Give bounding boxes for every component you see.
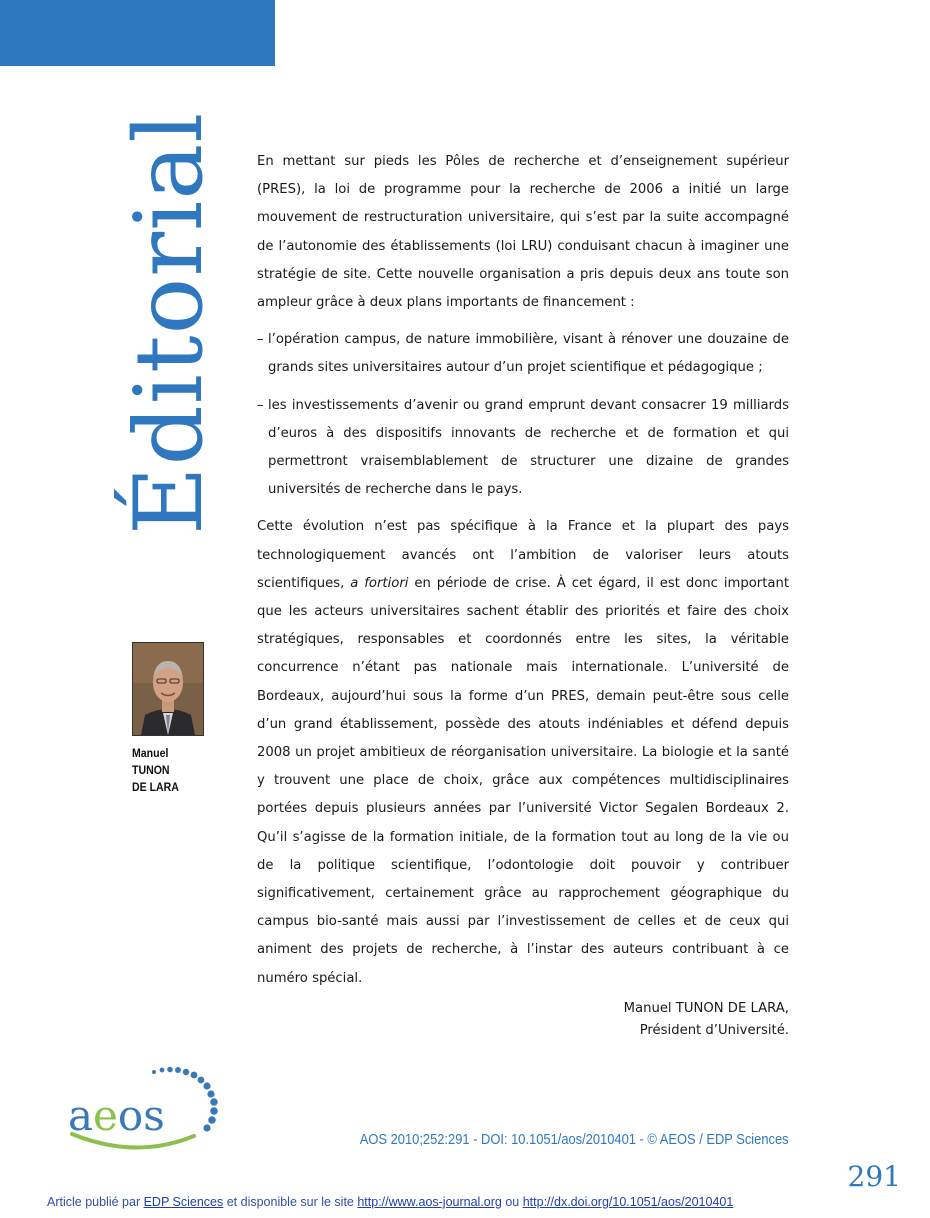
editorial-side-title: Éditorial	[115, 111, 224, 535]
header-color-bar	[0, 0, 275, 66]
citation-line: AOS 2010;252:291 - DOI: 10.1051/aos/2010401 - © AEOS / EDP Sciences	[360, 1131, 789, 1148]
author-photo	[132, 642, 204, 736]
logo-wordmark: aeos	[68, 1091, 165, 1140]
author-caption-first-name: Manuel	[132, 746, 169, 760]
paragraph-main-start: Cette évolution n’est pas spécifique à la France et la plupart des pays technologiquement avancés ont l’ambition de valoriser leurs atouts scientifiques,	[257, 519, 789, 591]
signature	[624, 998, 789, 1042]
footer-middle: et disponible sur le site	[223, 1195, 358, 1209]
funding-plans-list	[257, 326, 789, 504]
aeos-logo-graphic	[66, 1064, 226, 1154]
footer-notice	[47, 1195, 733, 1209]
footer-prefix: Article publié par	[47, 1195, 144, 1209]
footer-or: ou	[501, 1195, 523, 1209]
page-number: 291	[847, 1160, 901, 1193]
journal-site-link[interactable]: http://www.aos-journal.org	[357, 1195, 502, 1209]
list-item-campus	[257, 326, 789, 382]
signature-role: Président d’Université.	[639, 1023, 789, 1038]
author-caption	[132, 745, 211, 796]
paragraph-intro: En mettant sur pieds les Pôles de recherche et d’enseignement supérieur (PRES), la loi de programme pour la recherche de 2006 a initié un large mouvement de restructuration universitaire, qui s’est par la suite accompagné de l’autonomie des établissements (loi LRU) conduisant chacun à imaginer une stratégie de site. Cette nouvelle organisation a pris depuis deux ans toute son ampleur grâce à deux plans importants de financement :	[257, 154, 789, 311]
list-dash: –	[257, 397, 264, 413]
publisher-link[interactable]: EDP Sciences	[143, 1195, 224, 1209]
list-item-investments	[257, 392, 789, 505]
list-item-text: les investissements d’avenir ou grand emprunt devant consacrer 19 milliards d’euros à des dispositifs innovants de recherche et de formation et qui permettront vraisemblablement de structurer une dizaine de grandes universités de recherche dans le pays.	[268, 397, 789, 498]
list-dash: –	[257, 332, 264, 348]
aeos-logo	[66, 1064, 226, 1154]
paragraph-main-end: en période de crise. À cet égard, il est donc important que les acteurs universitaires sachent établir des priorités et faire des choix stratégiques, responsables et coordonnés entre les sites, la véritable concurrence n’étant pas nationale mais internationale. L’université de Bordeaux, aujourd’hui sous la forme d’un PRES, demain peut-être sous celle d’un grand établissement, possède des atouts indéniables et défend depuis 2008 un projet ambitieux de réorganisation universitaire. La biologie et la santé y trouvent une place de choix, grâce aux compétences multidisciplinaires portées depuis plusieurs années par l’université Victor Segalen Bordeaux 2. Qu’il s’agisse de la formation initiale, de la formation tout au long de la vie ou de la politique scientifique, l’odontologie doit pouvoir y contribuer significativement, certainement grâce au rapprochement géographique du campus bio-santé mais aussi par l’investissement de celles et de ceux qui animent des projets de recherche, à l’instar des auteurs contribuant à ce numéro spécial.	[257, 575, 789, 986]
signature-name: Manuel TUNON DE LARA,	[623, 1001, 789, 1016]
author-caption-last-name-1: TUNON	[132, 763, 170, 777]
author-caption-last-name-2: DE LARA	[132, 780, 179, 794]
italic-phrase: a fortiori	[350, 575, 409, 591]
editorial-body	[257, 148, 789, 993]
doi-link[interactable]: http://dx.doi.org/10.1051/aos/2010401	[522, 1195, 734, 1209]
paragraph-main	[257, 513, 789, 992]
list-item-text: l’opération campus, de nature immobilière, visant à rénover une douzaine de grands sites universitaires autour d’un projet scientifique et pédagogique ;	[268, 332, 789, 376]
